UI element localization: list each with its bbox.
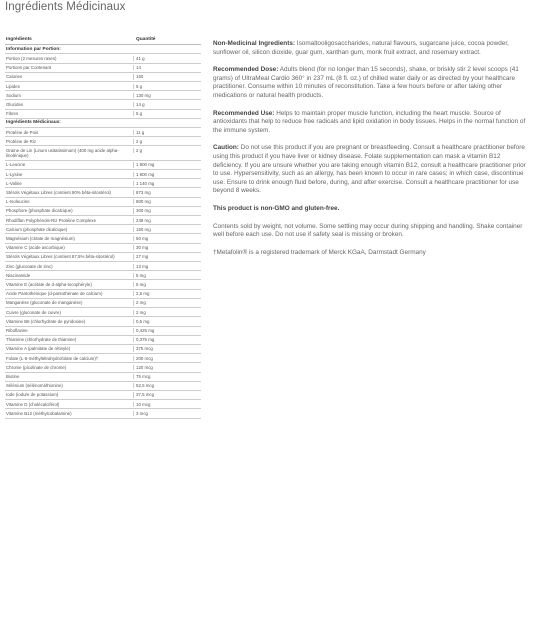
ingredient-name: Vitamine C (acide ascorbique) [6, 245, 65, 251]
ingredient-name: L-Valine [6, 180, 22, 186]
ingredient-name: L-Lysine [6, 171, 23, 177]
ingredient-quantity: 2 mg [133, 300, 200, 305]
ingredient-name: Sélénium (sélénométhionine) [6, 383, 63, 389]
column-header-quantity: Quantité [136, 37, 156, 42]
ingredient-quantity: 27 mg [133, 254, 200, 259]
ingredient-name: Niacinamide [6, 272, 31, 278]
table-row [5, 382, 201, 391]
table-row [5, 110, 201, 119]
ingredient-quantity: 5 g [133, 84, 200, 89]
ingredient-quantity: 13 mg [133, 264, 200, 269]
table-row [5, 262, 201, 271]
table-row [5, 345, 201, 354]
ingredient-quantity: 130 mg [133, 93, 200, 98]
ingredient-quantity: 14 g [133, 102, 200, 107]
ingredient-quantity: 11 g [133, 130, 200, 135]
ingredient-name: L-Leucine [6, 162, 26, 168]
ingredient-name: L-Isoleucine [6, 199, 30, 205]
ingredient-quantity: 2 g [133, 148, 200, 153]
ingredient-name: Portion (2 mesures rases) [6, 55, 57, 61]
column-header-ingredients: Ingrédients [6, 37, 32, 42]
ingredient-quantity: 5 mg [133, 273, 200, 278]
ingredient-name: Chrome (picolinate de chrome) [6, 364, 67, 370]
table-row [5, 253, 201, 262]
ingredient-quantity: 5 mg [133, 282, 200, 287]
table-row [5, 280, 201, 289]
table-row [5, 137, 201, 146]
ingredient-name: Portions par Contenant [6, 65, 52, 71]
ingredient-quantity: 3 mcg [133, 411, 200, 416]
table-row [5, 327, 201, 336]
ingredient-quantity: 50 mg [133, 236, 200, 241]
ingredient-quantity: 800 mg [133, 199, 200, 204]
ingredient-quantity: 120 mcg [133, 365, 200, 370]
ingredient-name: Stérols Végétaux Libres (contient 87,5% bêta-sitostérol) [6, 254, 115, 260]
table-row [5, 299, 201, 308]
table-header [5, 36, 201, 45]
ingredient-quantity: 300 mg [133, 208, 200, 213]
ingredient-name: Thiamine (chlorhydrate de thiamine) [6, 337, 77, 343]
ingredient-name: Vitamine B12 (méthylcobalamine) [6, 410, 72, 416]
ingredient-quantity: 0,375 mg [133, 337, 200, 342]
table-row [5, 317, 201, 326]
recommended-use: Recommended Use: Helps to maintain proper muscle function, including the heart muscle. Source of antioxidants that help to reduce free radicals and lipid oxidation in body tissues. Helps in the normal function of the immune system. [213, 109, 526, 134]
table-row [5, 409, 201, 418]
ingredient-name: Protéine de Pois [6, 129, 39, 135]
ingredient-name: Calories [6, 74, 23, 80]
ingredients-table [5, 36, 201, 419]
ingredient-quantity: 150 [133, 74, 200, 79]
ingredient-name: Manganèse (gluconate de manganèse) [6, 300, 83, 306]
ingredient-name: Cuivre (gluconate de cuivre) [6, 309, 61, 315]
table-row [5, 373, 201, 382]
table-row [5, 179, 201, 188]
ingredient-name: Glucides [6, 101, 24, 107]
ingredient-name: Vitamine B6 (chlorhydrate de pyridoxine) [6, 318, 86, 324]
ingredient-name: Calcium (phosphate dicalcique) [6, 226, 68, 232]
table-row [5, 198, 201, 207]
ingredient-quantity: 873 mg [133, 190, 200, 195]
caution: Caution: Do not use this product if you are pregnant or breastfeeding. Consult a healthcare practitioner before using this product if you have liver or kidney disease. Folate supplementation can mask a vitamin B12 deficiency. If you are unsure whether you are taking enough vitamin B12, consult a healthcare practitioner prior to use. Hypersensitivity, such as an allergy, has been known to occur in rare cases; in which case, discontinue use. Ensure to drink enough fluid before, during, and after exercise. Consult a healthcare practitioner for use beyond 8 weeks. [213, 144, 526, 195]
ingredient-name: Fibres [6, 111, 19, 117]
non-medicinal-ingredients: Non-Medicinal Ingredients: Isomaltooligosaccharides, natural flavours, sugarcane juice, cocoa powder, sunflower oil, silicon dioxide, guar gum, xanthan gum, monk fruit extract, and rosemary extract. [213, 40, 509, 56]
ingredient-name: Vitamine E (acétate de d-alpha-tocophéryle) [6, 281, 92, 287]
ingredient-name: Iode (iodure de potassium) [6, 392, 59, 398]
ingredient-name: Folate (L-5-méthyltétrahydrofolate de calcium)† [6, 355, 99, 361]
table-row [5, 271, 201, 280]
ingredient-name: Graine de Lin (Linum usitatissimum) (400 mg acide alpha-linolénique) [6, 147, 119, 159]
ingredient-quantity: 2 mg [133, 310, 200, 315]
ingredient-quantity: 2 g [133, 139, 200, 144]
recommended-dose: Recommended Dose: Adults blend (for no longer than 15 seconds), shake, or briskly stir 2 level scoops (41 grams) of UltraMeal Cardio 360° in 237 mL (8 fl. oz.) of chilled water daily or as directed by your healthcare practitioner. Consume within 10 minutes of reconstitution. Take a few hours before or after taking other medications or natural health products. [213, 66, 519, 99]
ingredient-quantity: 200 mcg [133, 356, 200, 361]
ingredient-name: Magnésium (citrate de magnésium) [6, 235, 75, 241]
ingredient-name: Rhodiflan Polyphénols-Riz Protéine Complexe [6, 217, 97, 223]
table-section-heading: Information par Portion: [5, 45, 201, 54]
table-row [5, 244, 201, 253]
ingredient-name: Stérols Végétaux Libres (contient 90% bêta-sitostérol) [6, 189, 111, 195]
table-row [5, 216, 201, 225]
table-row [5, 363, 201, 372]
table-row [5, 54, 201, 63]
ingredient-quantity: 37,5 mcg [133, 392, 200, 397]
ingredient-quantity: 10 mcg [133, 402, 200, 407]
ingredient-name: Protéine de Riz [6, 138, 37, 144]
table-row [5, 308, 201, 317]
table-row [5, 146, 201, 160]
ingredient-quantity: 0,425 mg [133, 328, 200, 333]
ingredient-quantity: 248 mg [133, 218, 200, 223]
weight-note: Contents sold by weight, not volume. Some settling may occur during shipping and handling. Shake container well before each use. Do not use if safety seal is missing or broken. [213, 222, 523, 239]
ingredient-name: Vitamine A (palmitate de rétinyle) [6, 346, 71, 352]
ingredient-quantity: 52,5 mcg [133, 383, 200, 388]
ingredient-quantity: 150 mg [133, 227, 200, 232]
table-row [5, 188, 201, 197]
ingredient-name: Lipides [6, 83, 20, 89]
table-row [5, 82, 201, 91]
table-row [5, 170, 201, 179]
ingredient-quantity: 1 800 mg [133, 162, 200, 167]
table-row [5, 91, 201, 100]
ingredient-name: Zinc (gluconate de zinc) [6, 263, 53, 269]
ingredient-quantity: 75 mcg [133, 374, 200, 379]
table-row [5, 234, 201, 243]
ingredient-name: Riboflavine [6, 328, 28, 333]
product-info-panel [213, 40, 527, 266]
ingredient-name: Acide Pantothénique (d-pantothénate de calcium) [6, 291, 103, 297]
ingredient-quantity: 1 800 mg [133, 172, 200, 177]
table-row [5, 225, 201, 234]
ingredient-quantity: 41 g [133, 56, 200, 61]
table-row [5, 290, 201, 299]
table-row [5, 400, 201, 409]
ingredient-name: Phosphore (phosphate dicalcique) [6, 208, 73, 214]
table-row [5, 73, 201, 82]
ingredient-quantity: 14 [133, 65, 200, 70]
table-row [5, 161, 201, 170]
ingredient-quantity: 0,5 mg [133, 319, 200, 324]
ingredient-quantity: 2,5 mg [133, 291, 200, 296]
ingredient-name: Sodium [6, 92, 21, 98]
ingredient-quantity: 1 140 mg [133, 181, 200, 186]
ingredient-quantity: 375 mcg [133, 346, 200, 351]
table-row [5, 336, 201, 345]
page-title: Ingrédients Médicinaux [5, 1, 126, 13]
table-section-heading: Ingrédients Médicinaux: [5, 119, 201, 128]
table-row [5, 128, 201, 137]
gmo-statement: This product is non-GMO and gluten-free. [213, 204, 340, 212]
table-row [5, 64, 201, 73]
trademark-note: †Metafolin® is a registered trademark of Merck KGaA, Darmstadt Germany [213, 248, 426, 256]
ingredient-quantity: 30 mg [133, 245, 200, 250]
ingredient-quantity: 5 g [133, 111, 200, 116]
table-row [5, 354, 201, 363]
ingredient-name: Vitamine D (cholécalciférol) [6, 401, 60, 407]
table-row [5, 207, 201, 216]
table-row [5, 391, 201, 400]
ingredient-name: Biotine [6, 374, 20, 380]
table-row [5, 100, 201, 109]
